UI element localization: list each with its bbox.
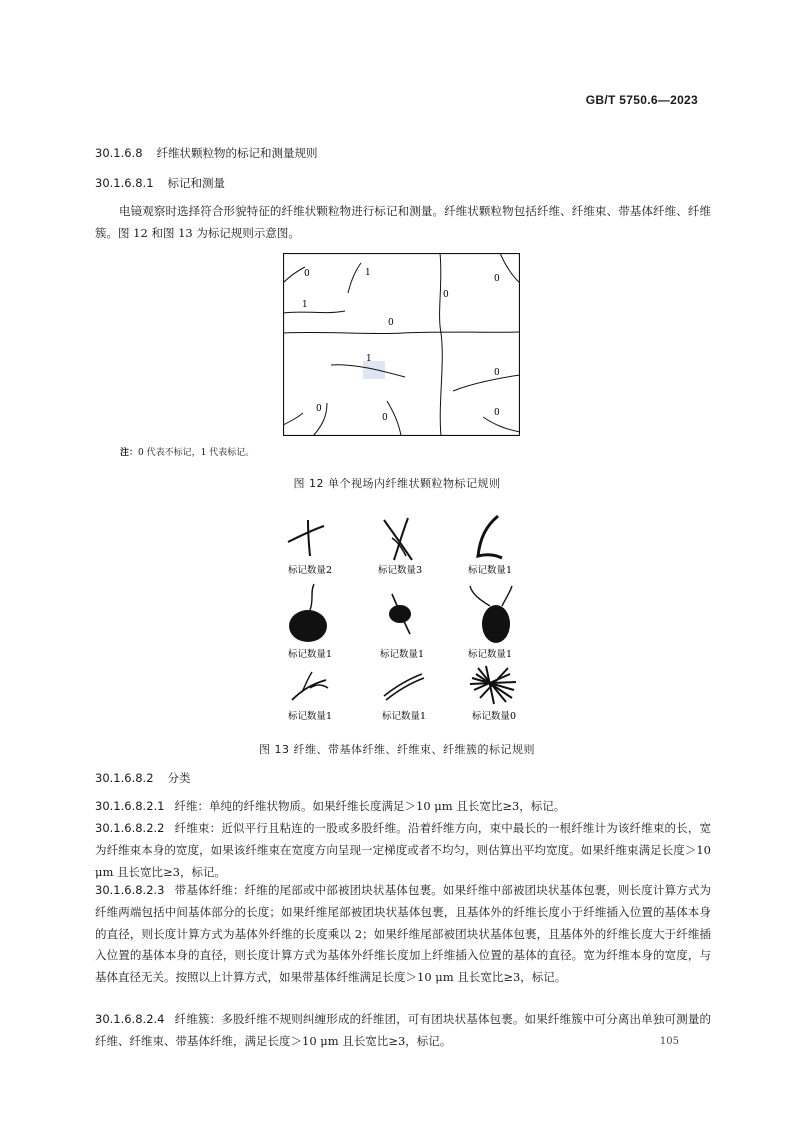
count-label: 标记数量2 <box>288 565 333 576</box>
count-label: 标记数量1 <box>288 711 333 722</box>
mark-label: 0 <box>494 274 500 284</box>
section-title: 分类 <box>167 771 191 785</box>
figure-12-caption: 图 12 单个视场内纤维状颗粒物标记规则 <box>293 477 501 490</box>
matrix-blob <box>289 610 327 642</box>
mark-label: 0 <box>388 318 394 328</box>
clause-number: 30.1.6.8.2.2 <box>95 821 165 835</box>
note-text: 0 代表不标记，1 代表标记。 <box>138 448 255 458</box>
class-fiber-bundle-paragraph <box>95 818 711 883</box>
section-title: 标记和测量 <box>167 176 226 190</box>
fiber-shape <box>292 680 326 700</box>
fiber-shape <box>394 518 408 560</box>
clause-number: 30.1.6.8.2.3 <box>95 883 165 897</box>
count-label: 标记数量1 <box>380 649 425 660</box>
class-fiber-cluster-paragraph <box>95 1009 711 1053</box>
mark-label: 0 <box>494 368 500 378</box>
fiber-shape <box>288 526 324 542</box>
mark-label: 0 <box>304 269 310 279</box>
mark-label: 0 <box>494 408 500 418</box>
page-number: 105 <box>659 1036 679 1047</box>
clause-text: 纤维束：近似平行且粘连的一股或多股纤维。沿着纤维方向，束中最长的一根纤维计为该纤维束的长，宽为纤维束本身的宽度，如果该纤维束在宽度方向呈现一定梯度或者不均匀，则估算出平均宽度。如果纤维束满足长度＞10 μm 且长宽比≥3，标记。 <box>95 821 711 879</box>
count-label: 标记数量1 <box>382 711 427 722</box>
clause-text: 带基体纤维：纤维的尾部或中部被团块状基体包裹。如果纤维中部被团块状基体包裹，则长度计算方式为纤维两端包括中间基体部分的长度；如果纤维尾部被团块状基体包裹，且基体外的纤维长度小于纤维插入位置的基体本身的直径，则长度计算方式为基体外纤维的长度乘以 2；如果纤维尾部被团块状基体包裹，且基体外的纤维长度大于纤维插入位置的基体本身的直径，则长度计算方式为基体外纤维长度加上纤维插入位置的基体的直径。宽为纤维本身的宽度，与基体直径无关。按照以上计算方式，如果带基体纤维满足长度＞10 μm 且长宽比≥3，标记。 <box>95 883 711 985</box>
fiber-shape <box>308 520 310 556</box>
mark-label: 0 <box>316 404 322 414</box>
figure-13-caption: 图 13 纤维、带基体纤维、纤维束、纤维簇的标记规则 <box>259 743 535 756</box>
figure-13-marking-examples <box>280 508 535 726</box>
section-title: 纤维状颗粒物的标记和测量规则 <box>156 146 318 160</box>
class-fiber-paragraph <box>95 796 711 818</box>
count-label: 标记数量3 <box>378 565 423 576</box>
fiber-shape <box>384 674 422 696</box>
count-label: 标记数量1 <box>468 649 513 660</box>
count-label: 标记数量0 <box>472 711 517 722</box>
mark-label: 1 <box>365 268 371 278</box>
note-label: 注： <box>120 448 139 458</box>
fiber-cluster <box>470 666 516 704</box>
figure-12-note <box>120 445 254 458</box>
section-heading-30-1-6-8-1 <box>95 175 225 191</box>
fiber-shape <box>470 586 490 606</box>
fiber-shape <box>502 586 512 606</box>
figure-12-field-of-view <box>283 253 520 436</box>
mark-label: 1 <box>366 354 372 364</box>
mark-label: 1 <box>302 300 308 310</box>
clause-number: 30.1.6.8.2.4 <box>95 1012 165 1026</box>
count-label: 标记数量1 <box>468 565 513 576</box>
clause-text: 纤维簇：多股纤维不规则纠缠形成的纤维团，可有团块状基体包裹。如果纤维簇中可分离出单独可测量的纤维、纤维束、带基体纤维，满足长度＞10 μm 且长宽比≥3，标记。 <box>95 1012 711 1048</box>
section-heading-30-1-6-8-2 <box>95 770 191 786</box>
section-number: 30.1.6.8.1 <box>95 176 154 190</box>
mark-label: 0 <box>443 290 449 300</box>
class-matrix-fiber-paragraph <box>95 880 711 989</box>
intro-paragraph: 电镜观察时选择符合形貌特征的纤维状颗粒物进行标记和测量。纤维状颗粒物包括纤维、纤维束、带基体纤维、纤维簇。图 12 和图 13 为标记规则示意图。 <box>95 204 711 240</box>
fiber-shape <box>384 520 412 560</box>
count-label: 标记数量1 <box>288 649 333 660</box>
section-number: 30.1.6.8.2 <box>95 771 154 785</box>
clause-text: 纤维：单纯的纤维状物质。如果纤维长度满足＞10 μm 且长宽比≥3，标记。 <box>174 799 566 813</box>
standard-number: GB/T 5750.6—2023 <box>585 93 698 107</box>
fiber-shape <box>478 516 502 558</box>
section-number: 30.1.6.8 <box>95 146 143 160</box>
section-heading-30-1-6-8 <box>95 145 318 161</box>
fiber-shape <box>310 584 314 610</box>
matrix-blob <box>482 605 510 643</box>
clause-number: 30.1.6.8.2.1 <box>95 799 165 813</box>
mark-label: 0 <box>382 413 388 423</box>
